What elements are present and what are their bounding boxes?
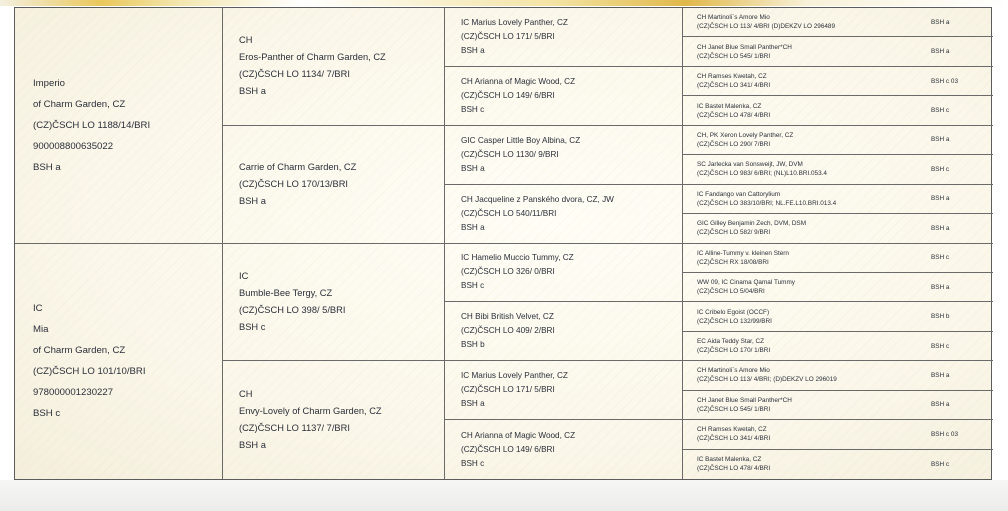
g3-registration: (CZ)ČSCH LO 409/ 2/BRI: [461, 326, 555, 336]
g3-cell: [445, 8, 683, 67]
g3-registration: (CZ)ČSCH LO 1130/ 9/BRI: [461, 149, 559, 159]
g3-cell: [445, 302, 683, 361]
g4-cell: [683, 391, 993, 420]
g4-cell: [683, 67, 993, 96]
g4-cell: [683, 420, 993, 449]
g3-name: IC Hamelio Muccio Tummy, CZ: [461, 253, 574, 263]
g4-registration: (CZ)ČSCH LO 113/ 4/BRI (D)DEKZV LO 296489: [697, 23, 836, 31]
dam-chip: 978000001230227: [33, 387, 114, 399]
g4-name: CH Ramses Kwetah, CZ: [697, 73, 767, 81]
dam-sire-color: BSH c: [239, 321, 266, 332]
sire-cattery: of Charm Garden, CZ: [33, 98, 126, 110]
g3-name: CH Bibi British Velvet, CZ: [461, 312, 554, 322]
g4-cell: [683, 302, 993, 331]
g3-color: BSH b: [461, 340, 485, 350]
dam-sire-title: IC: [239, 270, 249, 281]
g3-registration: (CZ)ČSCH LO 171/ 5/BRI: [461, 385, 555, 395]
g4-cell: [683, 8, 993, 37]
g4-cell: [683, 450, 993, 479]
g4-registration: (CZ)ČSCH LO 983/ 6/BRI; (NL)L10.BRI.053.4: [697, 170, 827, 178]
bottom-shadow: [0, 480, 1008, 511]
g4-color: BSH c: [931, 165, 950, 173]
g4-registration: (CZ)ČSCH LO 478/ 4/BRI: [697, 111, 771, 119]
sire-color: BSH a: [33, 161, 61, 173]
g4-name: IC Cribelo Egoist (OCCF): [697, 308, 770, 316]
g4-color: BSH c 03: [931, 430, 958, 438]
pedigree-table: [14, 7, 992, 480]
g4-registration: (CZ)ČSCH RX 18/08/BRI: [697, 258, 769, 266]
g3-name: IC Marius Lovely Panther, CZ: [461, 17, 568, 27]
g4-registration: (CZ)ČSCH LO 5/04/BRI: [697, 288, 765, 296]
g4-registration: (CZ)ČSCH LO 113/ 4/BRI; (D)DEKZV LO 296019: [697, 376, 837, 384]
dam-title: IC: [33, 303, 43, 315]
g4-cell: [683, 244, 993, 273]
g3-registration: (CZ)ČSCH LO 326/ 0/BRI: [461, 267, 555, 277]
sire-chip: 900008800635022: [33, 140, 114, 152]
sire-dam-registration: (CZ)ČSCH LO 170/13/BRI: [239, 178, 349, 189]
g3-registration: (CZ)ČSCH LO 540/11/BRI: [461, 208, 557, 218]
g3-color: BSH a: [461, 399, 485, 409]
dam-dam-cell: [223, 361, 445, 479]
g4-cell: [683, 96, 993, 125]
g4-registration: (CZ)ČSCH LO 545/ 1/BRI: [697, 405, 771, 413]
top-border-strip: [0, 0, 1008, 6]
g4-name: CH Janet Blue Small Panther*CH: [697, 43, 792, 51]
sire-dam-name: Carrie of Charm Garden, CZ: [239, 161, 357, 172]
sire-dam-cell: [223, 126, 445, 244]
g4-cell: [683, 332, 993, 361]
g4-color: BSH c: [931, 107, 950, 115]
g3-cell: [445, 361, 683, 420]
dam-registration: (CZ)ČSCH LO 101/10/BRI: [33, 366, 146, 378]
g3-name: CH Arianna of Magic Wood, CZ: [461, 430, 576, 440]
g3-name: IC Marius Lovely Panther, CZ: [461, 371, 568, 381]
g3-cell: [445, 420, 683, 479]
g4-registration: (CZ)ČSCH LO 545/ 1/BRI: [697, 52, 771, 60]
g4-registration: (CZ)ČSCH LO 170/ 1/BRI: [697, 347, 771, 355]
pedigree-sheet: [14, 7, 992, 480]
g4-color: BSH a: [931, 283, 950, 291]
sire-sire-registration: (CZ)ČSCH LO 1134/ 7/BRI: [239, 69, 350, 80]
g4-registration: (CZ)ČSCH LO 478/ 4/BRI: [697, 465, 771, 473]
g4-name: SC Jarlecka van Sonsweijt, JW, DVM: [697, 161, 803, 169]
g3-color: BSH c: [461, 104, 485, 114]
sire-sire-color: BSH a: [239, 86, 266, 97]
g3-name: GIC Casper Little Boy Albina, CZ: [461, 135, 581, 145]
g4-name: IC Bastet Malenka, CZ: [697, 102, 762, 110]
dam-dam-name: Envy-Lovely of Charm Garden, CZ: [239, 406, 382, 417]
g4-cell: [683, 37, 993, 66]
g4-registration: (CZ)ČSCH LO 341/ 4/BRI: [697, 435, 771, 443]
g3-color: BSH c: [461, 281, 485, 291]
g4-registration: (CZ)ČSCH LO 290/ 7/BRI: [697, 140, 771, 148]
sire-dam-color: BSH a: [239, 195, 266, 206]
g4-registration: (CZ)ČSCH LO 582/ 9/BRI: [697, 229, 771, 237]
g3-color: BSH c: [461, 458, 485, 468]
g3-registration: (CZ)ČSCH LO 171/ 5/BRI: [461, 31, 555, 41]
g4-name: IC Alline-Tummy v. kleinen Stern: [697, 249, 789, 257]
g4-name: IC Bastet Malenka, CZ: [697, 456, 762, 464]
dam-cell: [15, 244, 223, 480]
g4-registration: (CZ)ČSCH LO 341/ 4/BRI: [697, 82, 771, 90]
g4-name: CH Martinoli`s Amore Mio: [697, 14, 770, 22]
dam-cattery: of Charm Garden, CZ: [33, 345, 126, 357]
g3-registration: (CZ)ČSCH LO 149/ 6/BRI: [461, 444, 555, 454]
dam-sire-cell: [223, 244, 445, 362]
g4-name: CH Ramses Kwetah, CZ: [697, 426, 767, 434]
g4-color: BSH a: [931, 401, 950, 409]
g4-name: GIC Gilley Benjamin Zech, DVM, DSM: [697, 220, 807, 228]
dam-name: Mia: [33, 324, 49, 336]
g4-name: CH Martinoli`s Amore Mio: [697, 367, 770, 375]
sire-name: Imperio: [33, 77, 65, 89]
g4-registration: (CZ)ČSCH LO 383/10/BRI; NL.FE.L10.BRI.013.4: [697, 199, 837, 207]
dam-dam-title: CH: [239, 389, 253, 400]
g4-color: BSH c: [931, 342, 950, 350]
g4-name: EC Aida Teddy Star, CZ: [697, 338, 765, 346]
g4-cell: [683, 214, 993, 243]
g4-cell: [683, 185, 993, 214]
g3-color: BSH a: [461, 45, 485, 55]
g4-color: BSH a: [931, 18, 950, 26]
g4-name: CH Janet Blue Small Panther*CH: [697, 396, 792, 404]
g3-color: BSH a: [461, 222, 485, 232]
g4-color: BSH c: [931, 254, 950, 262]
g4-name: CH, PK Xeron Lovely Panther, CZ: [697, 131, 794, 139]
g4-color: BSH a: [931, 48, 950, 56]
g4-cell: [683, 361, 993, 390]
dam-dam-color: BSH a: [239, 440, 266, 451]
g3-color: BSH a: [461, 163, 485, 173]
sire-cell: [15, 8, 223, 244]
g4-name: IC Fandango van Cattorylium: [697, 190, 781, 198]
g3-name: CH Jacqueline z Panského dvora, CZ, JW: [461, 194, 614, 204]
g4-color: BSH a: [931, 224, 950, 232]
g3-cell: [445, 185, 683, 244]
sire-sire-cell: [223, 8, 445, 126]
g4-color: BSH a: [931, 371, 950, 379]
g4-name: WW 09, IC Cinama Qamal Tummy: [697, 279, 796, 287]
g4-cell: [683, 273, 993, 302]
sire-registration: (CZ)ČSCH LO 1188/14/BRI: [33, 119, 151, 131]
g4-registration: (CZ)ČSCH LO 132/99/BRI: [697, 317, 772, 325]
g3-cell: [445, 67, 683, 126]
g3-name: CH Arianna of Magic Wood, CZ: [461, 76, 576, 86]
sire-sire-title: CH: [239, 35, 253, 46]
g4-cell: [683, 126, 993, 155]
g3-registration: (CZ)ČSCH LO 149/ 6/BRI: [461, 90, 555, 100]
dam-sire-registration: (CZ)ČSCH LO 398/ 5/BRI: [239, 304, 346, 315]
sire-sire-name: Eros-Panther of Charm Garden, CZ: [239, 52, 386, 63]
dam-color: BSH c: [33, 408, 61, 420]
dam-dam-registration: (CZ)ČSCH LO 1137/ 7/BRI: [239, 423, 350, 434]
g3-cell: [445, 244, 683, 303]
g4-color: BSH a: [931, 136, 950, 144]
g4-color: BSH b: [931, 313, 950, 321]
g4-color: BSH c: [931, 460, 950, 468]
g3-cell: [445, 126, 683, 185]
g4-color: BSH c 03: [931, 77, 958, 85]
dam-sire-name: Bumble-Bee Tergy, CZ: [239, 287, 333, 298]
g4-cell: [683, 155, 993, 184]
g4-color: BSH a: [931, 195, 950, 203]
